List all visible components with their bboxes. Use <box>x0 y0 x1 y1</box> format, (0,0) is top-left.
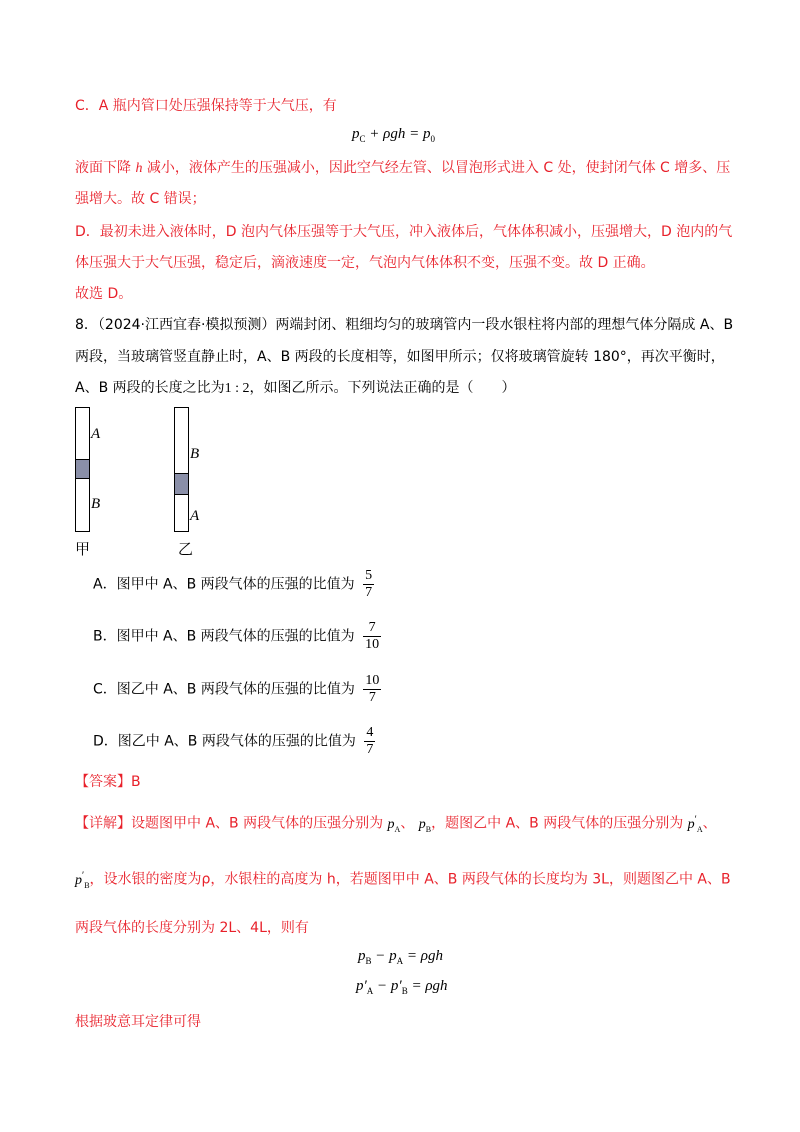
var-pB-prime-base: p <box>75 872 82 888</box>
question-line3-b: ，如图乙所示。下列说法正确的是（ ） <box>249 380 516 396</box>
caption-jia: 甲 <box>75 540 91 558</box>
tube-yi-label-top: B <box>190 446 200 462</box>
answer <box>75 772 141 792</box>
var-pA-prime-sub: A <box>696 824 703 834</box>
var-h: h <box>135 161 143 176</box>
var-pA-prime <box>687 814 703 834</box>
detail-l2-a: ，设水银的密度为ρ，水银柱的高度为 h，若题图甲中 A、B 两段气体的长度均为 3L，则题图乙中 A、B <box>89 871 731 888</box>
option-a <box>93 568 374 601</box>
detail-l1-c: 、 <box>702 815 717 832</box>
tube-jia-label-bottom: B <box>91 496 101 512</box>
para-c-line2 <box>75 158 730 179</box>
option-a-text: A．图甲中 A、B 两段气体的压强的比值为 <box>93 576 355 593</box>
para-c-line2-b: 减小，液体产生的压强减小，因此空气经左管、以冒泡形式进入 C 处，使封闭气体 C 增多、压 <box>142 160 731 176</box>
option-c-text: C．图乙中 A、B 两段气体的压强的比值为 <box>93 681 355 698</box>
option-c <box>93 673 381 706</box>
equation-pc: $p_C + \rho gh = p_0$ <box>352 126 435 144</box>
option-a-num: 5 <box>365 568 373 583</box>
mercury-column-yi <box>175 473 188 495</box>
option-c-num: 10 <box>365 673 380 688</box>
detail-line3: 两段气体的长度分别为 2L、4L，则有 <box>75 920 309 936</box>
var-pB <box>419 817 431 832</box>
question-line3-a: A、B 两段的长度之比为 <box>75 380 225 396</box>
tube-jia-label-top: A <box>91 426 101 442</box>
para-d-line3: 故选 D。 <box>75 286 133 302</box>
option-b-den: 10 <box>365 637 380 652</box>
option-b-num: 7 <box>363 620 381 637</box>
tube-yi-label-bottom: A <box>190 508 200 524</box>
var-pA-base: p <box>387 816 395 832</box>
answer-value: B <box>131 774 141 790</box>
detail-line4: 根据玻意耳定律可得 <box>75 1014 201 1030</box>
para-d-line1: D．最初未进入液体时，D 泡内气体压强等于大气压，冲入液体后，气体体积减小，压强增大，D 泡内的气 <box>75 224 733 240</box>
var-pB-prime <box>75 870 90 890</box>
question-line3 <box>75 378 516 399</box>
option-d <box>93 725 375 758</box>
detail-label: 【详解】 <box>75 815 131 832</box>
option-c-den: 7 <box>368 690 376 705</box>
var-pB-prime-sup: ′ <box>82 870 85 881</box>
option-d-num: 4 <box>366 725 374 740</box>
detail-line1 <box>75 810 717 839</box>
var-pA-prime-base: p <box>687 816 695 832</box>
para-c-line1: C．A 瓶内管口处压强保持等于大气压，有 <box>75 98 337 114</box>
mercury-column-jia <box>76 459 89 479</box>
equation-pa-prime-pb-prime: $p'_A - p'_B = \rho gh$ <box>356 978 448 996</box>
ratio: 1 : 2 <box>224 381 250 396</box>
tube-jia <box>75 407 90 532</box>
option-d-fraction <box>364 725 375 758</box>
question-line1: 8．（2024·江西宜春·模拟预测）两端封闭、粗细均匀的玻璃管内一段水银柱将内部的理想气体分隔成 A、B <box>75 317 734 333</box>
var-pA-prime-sup: ′ <box>694 814 697 825</box>
caption-yi: 乙 <box>178 540 194 558</box>
option-b <box>93 620 381 653</box>
var-pA <box>388 817 401 832</box>
var-pB-base: p <box>418 816 426 832</box>
option-a-fraction <box>363 568 374 601</box>
var-pB-prime-sub: B <box>84 880 90 890</box>
detail-l1-b: ，题图乙中 A、B 两段气体的压强分别为 <box>431 815 684 832</box>
answer-label: 【答案】 <box>75 774 131 790</box>
option-d-den: 7 <box>366 742 374 757</box>
option-b-fraction <box>363 620 381 653</box>
option-c-fraction <box>363 673 381 706</box>
option-b-text: B．图甲中 A、B 两段气体的压强的比值为 <box>93 628 355 645</box>
para-c-line2-a: 液面下降 <box>75 160 136 176</box>
option-d-text: D．图乙中 A、B 两段气体的压强的比值为 <box>93 733 356 750</box>
option-a-den: 7 <box>365 585 373 600</box>
detail-l1-sep: 、 <box>400 815 415 832</box>
tube-yi <box>174 407 189 532</box>
equation-pb-pa: $p_B - p_A = \rho gh$ <box>358 948 443 966</box>
var-pA-sub: A <box>394 824 401 834</box>
para-c-line3: 强增大。故 C 错误； <box>75 191 206 207</box>
question-line2: 两段，当玻璃管竖直静止时，A、B 两段的长度相等，如图甲所示；仅将玻璃管旋转 180°，再次平衡时， <box>75 349 725 365</box>
detail-line2 <box>75 866 731 895</box>
para-d-line2: 体压强大于大气压强，稳定后，滴液速度一定，气泡内气体体积不变，压强不变。故 D 正确。 <box>75 255 655 271</box>
detail-l1-a: 设题图甲中 A、B 两段气体的压强分别为 <box>131 815 384 832</box>
var-pB-sub: B <box>425 824 432 834</box>
